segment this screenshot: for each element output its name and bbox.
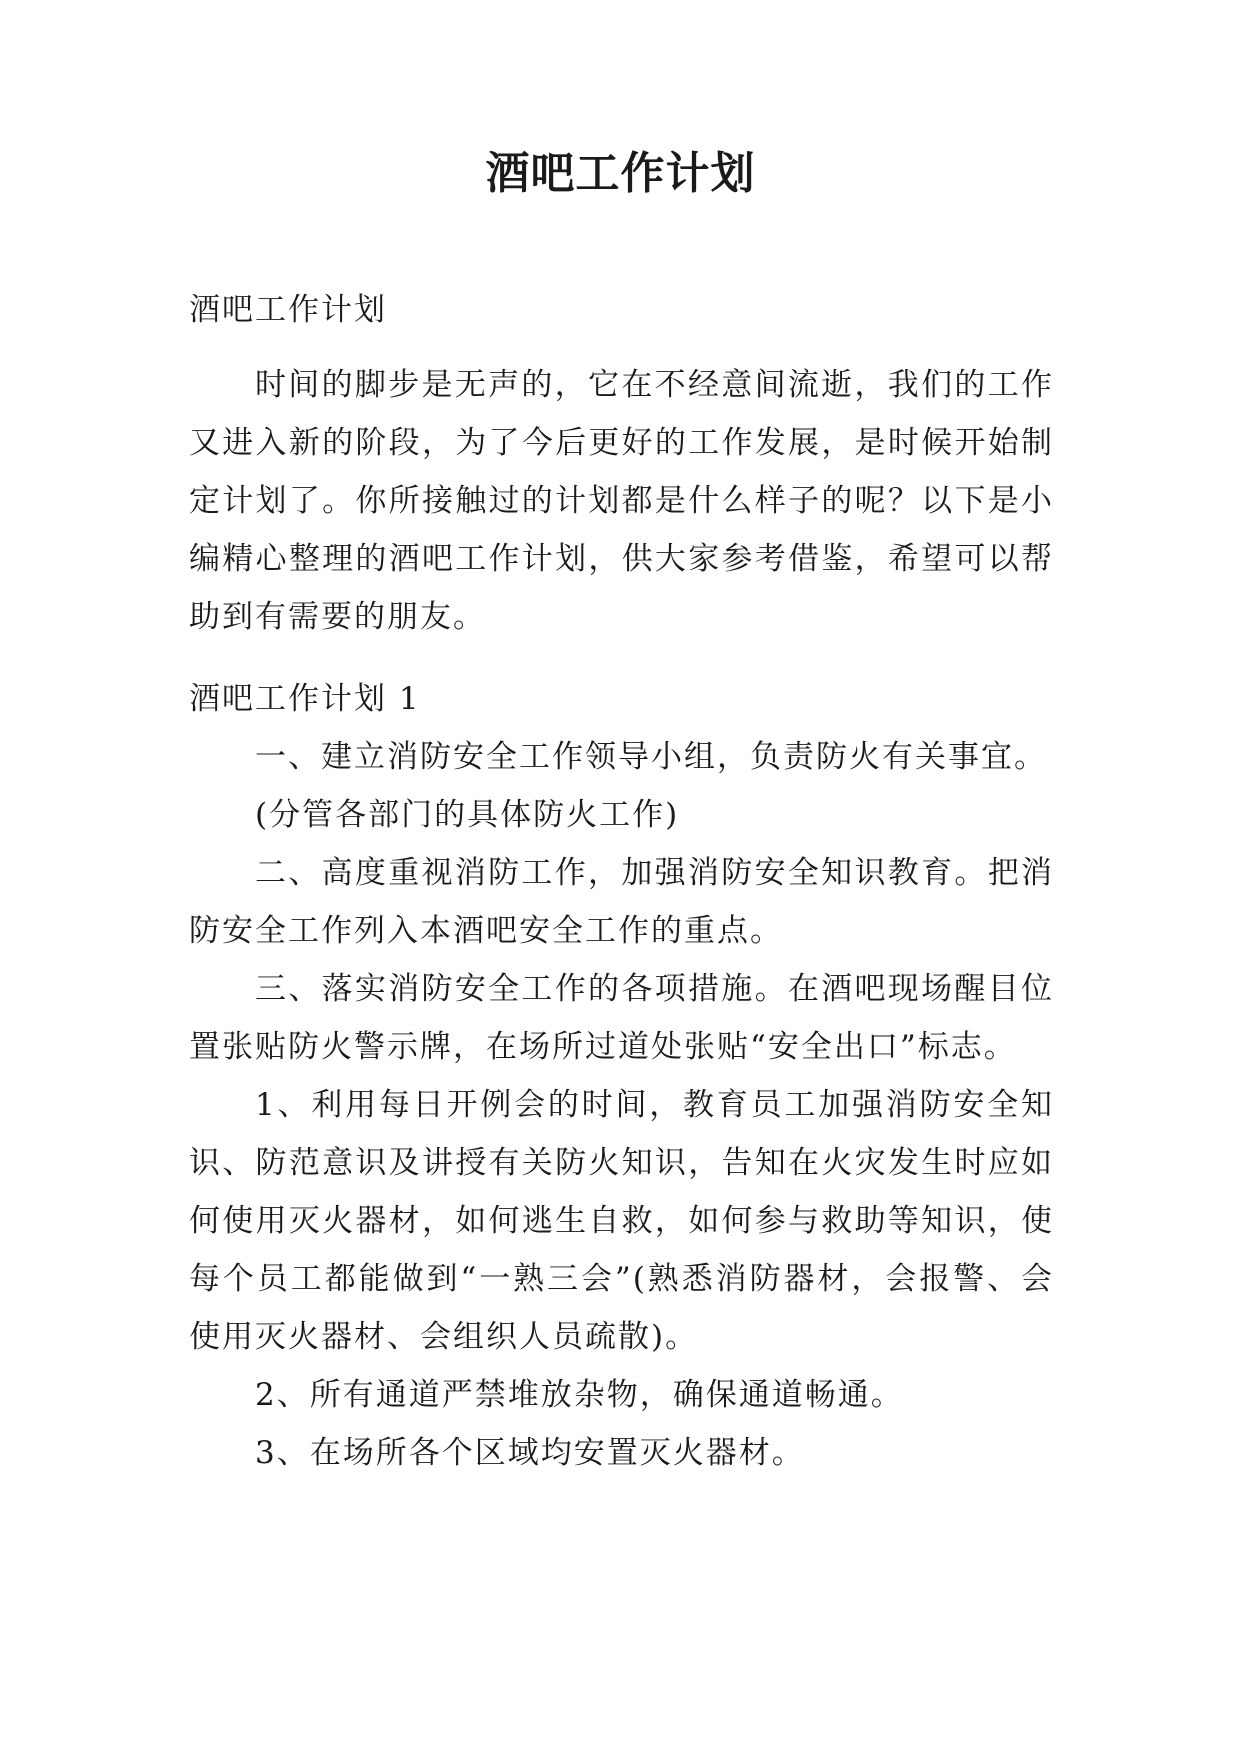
section-paragraph: 三、落实消防安全工作的各项措施。在酒吧现场醒目位置张贴防火警示牌，在场所过道处张贴“安全出口”标志。 (189, 971, 1054, 1065)
section-paragraph: 2、所有通道严禁堆放杂物，确保通道畅通。 (255, 1377, 904, 1413)
document-subtitle: 酒吧工作计划 (189, 292, 387, 328)
section-heading: 酒吧工作计划 1 (189, 681, 421, 717)
section-paragraph: 1、利用每日开例会的时间，教育员工加强消防安全知识、防范意识及讲授有关防火知识，告知在火灾发生时应如何使用灭火器材，如何逃生自救，如何参与救助等知识，使每个员工都能做到“一熟三会”(熟悉消防器材，会报警、会使用灭火器材、会组织人员疏散)。 (189, 1087, 1054, 1355)
section-paragraph: (分管各部门的具体防火工作) (255, 797, 680, 833)
section-paragraph: 一、建立消防安全工作领导小组，负责防火有关事宜。 (255, 739, 1047, 775)
section-paragraph: 3、在场所各个区域均安置灭火器材。 (255, 1435, 805, 1471)
intro-paragraph: 时间的脚步是无声的，它在不经意间流逝，我们的工作又进入新的阶段，为了今后更好的工作发展，是时候开始制定计划了。你所接触过的计划都是什么样子的呢？以下是小编精心整理的酒吧工作计划，供大家参考借鉴，希望可以帮助到有需要的朋友。 (189, 367, 1054, 635)
document-title: 酒吧工作计划 (485, 148, 756, 199)
section-paragraph: 二、高度重视消防工作，加强消防安全知识教育。把消防安全工作列入本酒吧安全工作的重点。 (189, 855, 1054, 949)
